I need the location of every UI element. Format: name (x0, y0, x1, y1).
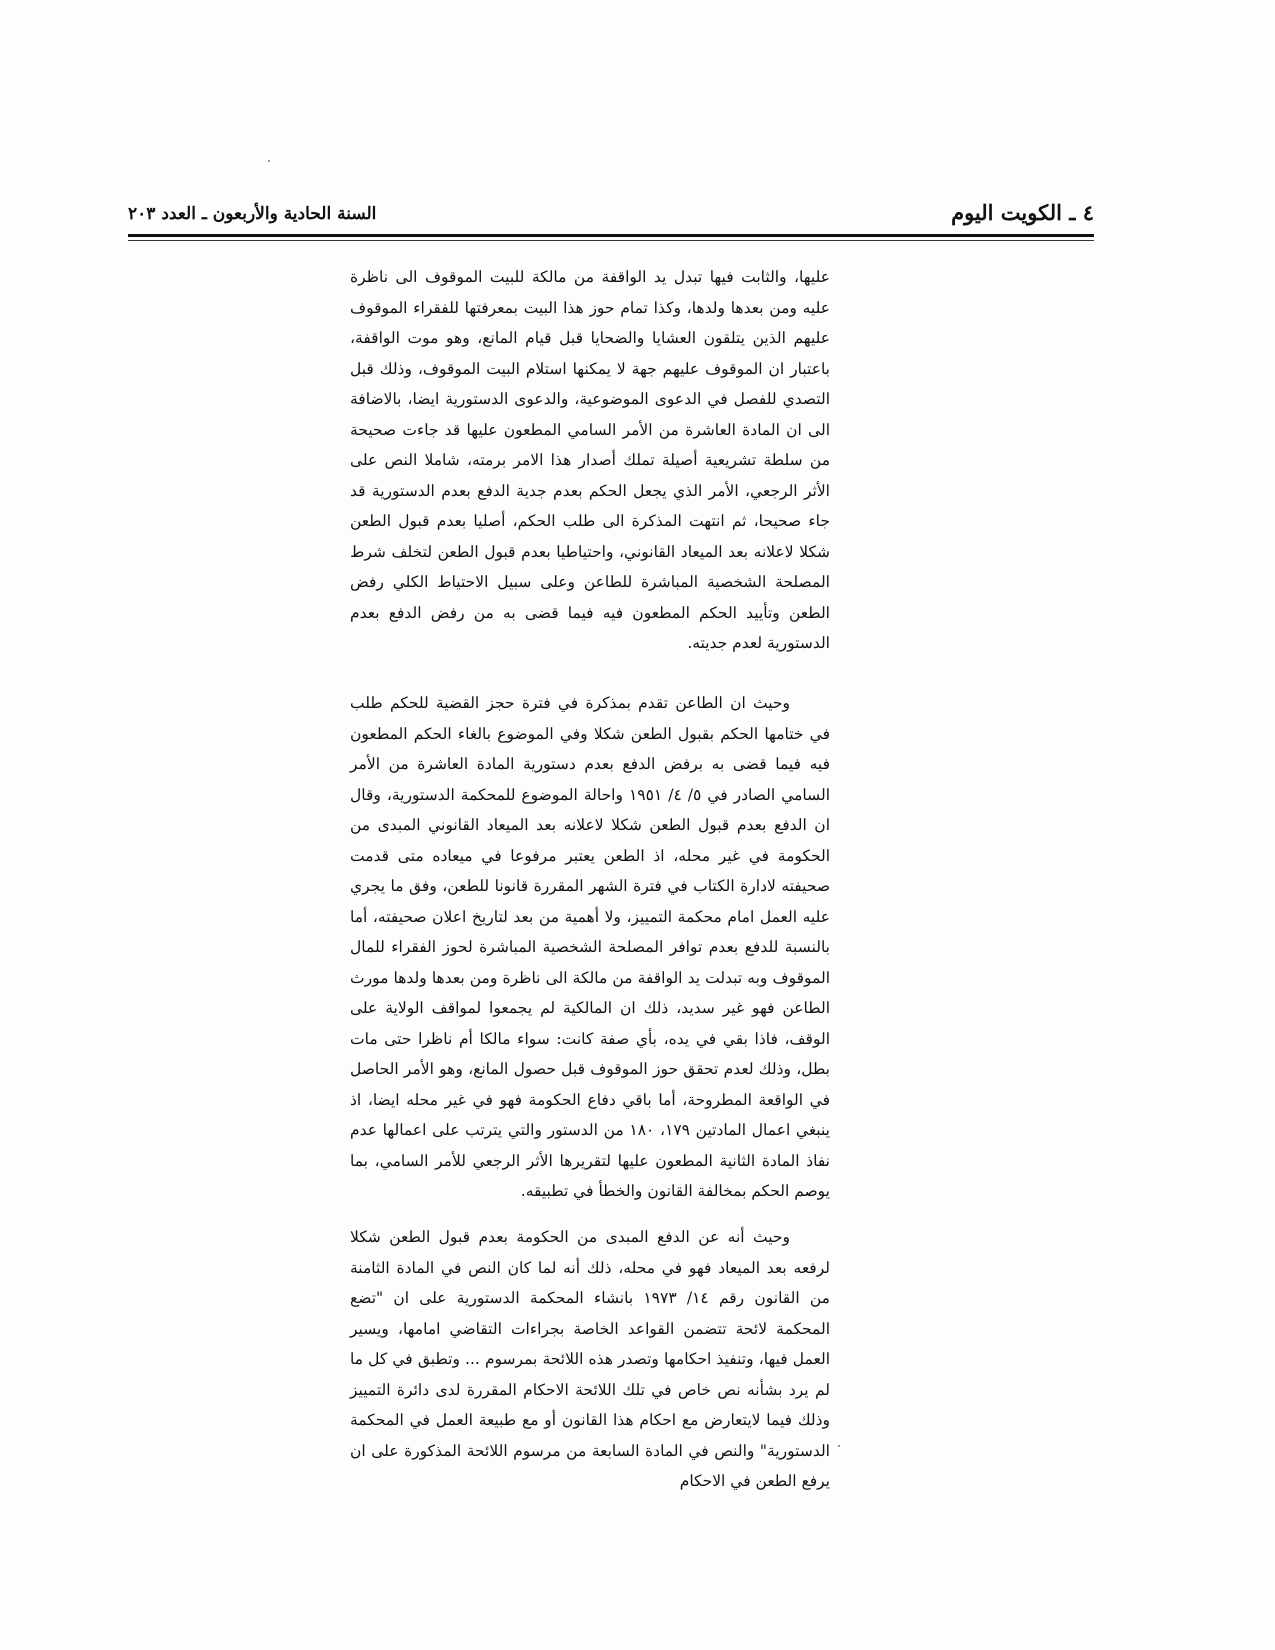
page-header (128, 200, 1094, 234)
body-paragraph-2 (350, 688, 830, 1207)
paragraph-text: عليها، والثابت فيها تبدل يد الواقفة من مالكة للبيت الموقوف الى ناظرة عليه ومن بعدها ولدها، وكذا تمام حوز هذا البيت بمعرفتها للفقراء الموقوف عليهم الذين يتلقون العشايا والضحايا قبل قيام المانع، وهو موت الواقفة، باعتبار ان الموقوف عليهم جهة لا يمكنها استلام البيت الموقوف، وذلك قبل التصدي للفصل في الدعوى الموضوعية، والدعوى الدستورية ايضا، بالاضافة الى ان المادة العاشرة من الأمر السامي المطعون عليها قد جاءت صحيحة من سلطة تشريعية أصيلة تملك أصدار هذا الامر برمته، شاملا النص على الأثر الرجعي، الأمر الذي يجعل الحكم بعدم جدية الدفع بعدم الدستورية قد جاء صحيحا، ثم انتهت المذكرة الى طلب الحكم، أصليا بعدم قبول الطعن شكلا لاعلانه بعد الميعاد القانوني، واحتياطيا بعدم قبول الطعن لتخلف شرط المصلحة الشخصية المباشرة للطاعن وعلى سبيل الاحتياط الكلي رفض الطعن وتأييد الحكم المطعون فيه فيما قضى به من رفض الدفع بعدم الدستورية لعدم جديته. (350, 268, 830, 652)
header-rule-thin (128, 240, 1094, 241)
paragraph-text: وحيث ان الطاعن تقدم بمذكرة في فترة حجز القضية للحكم طلب في ختامها الحكم بقبول الطعن شكلا وفي الموضوع بالغاء الحكم المطعون فيه فيما قضى به برفض الدفع بعدم دستورية المادة العاشرة من الأمر السامي الصادر في ٥/ ٤/ ١٩٥١ واحالة الموضوع للمحكمة الدستورية، وقال ان الدفع بعدم قبول الطعن شكلا لاعلانه بعد الميعاد القانوني المبدى من الحكومة في غير محله، اذ الطعن يعتبر مرفوعا في ميعاده متى قدمت صحيفته لادارة الكتاب في فترة الشهر المقررة قانونا للطعن، وفق ما يجري عليه العمل امام محكمة التمييز، ولا أهمية من بعد لتاريخ اعلان صحيفته، أما بالنسبة للدفع بعدم توافر المصلحة الشخصية المباشرة لحوز الفقراء للمال الموقوف وبه تبدلت يد الواقفة من مالكة الى ناظرة ومن بعدها ولدها مورث الطاعن فهو غير سديد، ذلك ان المالكية لم يجمعوا لمواقف الولاية على الوقف، فاذا بقي في يده، بأي صفة كانت: سواء مالكا أم ناظرا حتى مات بطل، وذلك لعدم تحقق حوز الموقوف قبل حصول المانع، وهو الأمر الحاصل في الواقعة المطروحة، أما باقي دفاع الحكومة فهو في غير محله ايضا، اذ ينبغي اعمال المادتين ١٧٩، ١٨٠ من الدستور والتي يترتب على اعمالها عدم نفاذ المادة الثانية المطعون عليها لتقريرها الأثر الرجعي للأمر السامي، بما يوصم الحكم بمخالفة القانون والخطأ في تطبيقه. (350, 694, 830, 1200)
header-rule-thick (128, 234, 1094, 237)
paragraph-text: وحيث أنه عن الدفع المبدى من الحكومة بعدم قبول الطعن شكلا لرفعه بعد الميعاد فهو في محله، ذلك أنه لما كان النص في المادة الثامنة من القانون رقم ١٤/ ١٩٧٣ بانشاء المحكمة الدستورية على ان "تضع المحكمة لائحة تتضمن القواعد الخاصة بجراءات التقاضي امامها، ويسير العمل فيها، وتنفيذ احكامها وتصدر هذه اللائحة بمرسوم ... وتطبق في كل ما لم يرد بشأنه نص خاص في تلك اللائحة الاحكام المقررة لدى دائرة التمييز وذلك فيما لايتعارض مع احكام هذا القانون أو مع طبيعة العمل في المحكمة الدستورية" والنص في المادة السابعة من مرسوم اللائحة المذكورة على ان يرفع الطعن في الاحكام (350, 1228, 830, 1490)
issue-info: السنة الحادية والأربعون ـ العدد ٢٠٣ (128, 204, 377, 224)
body-paragraph-1 (350, 262, 830, 659)
scan-speck (268, 160, 270, 162)
body-paragraph-3 (350, 1222, 830, 1497)
publication-title: ٤ ـ الكويت اليوم (951, 200, 1094, 225)
scan-speck (838, 1445, 840, 1447)
